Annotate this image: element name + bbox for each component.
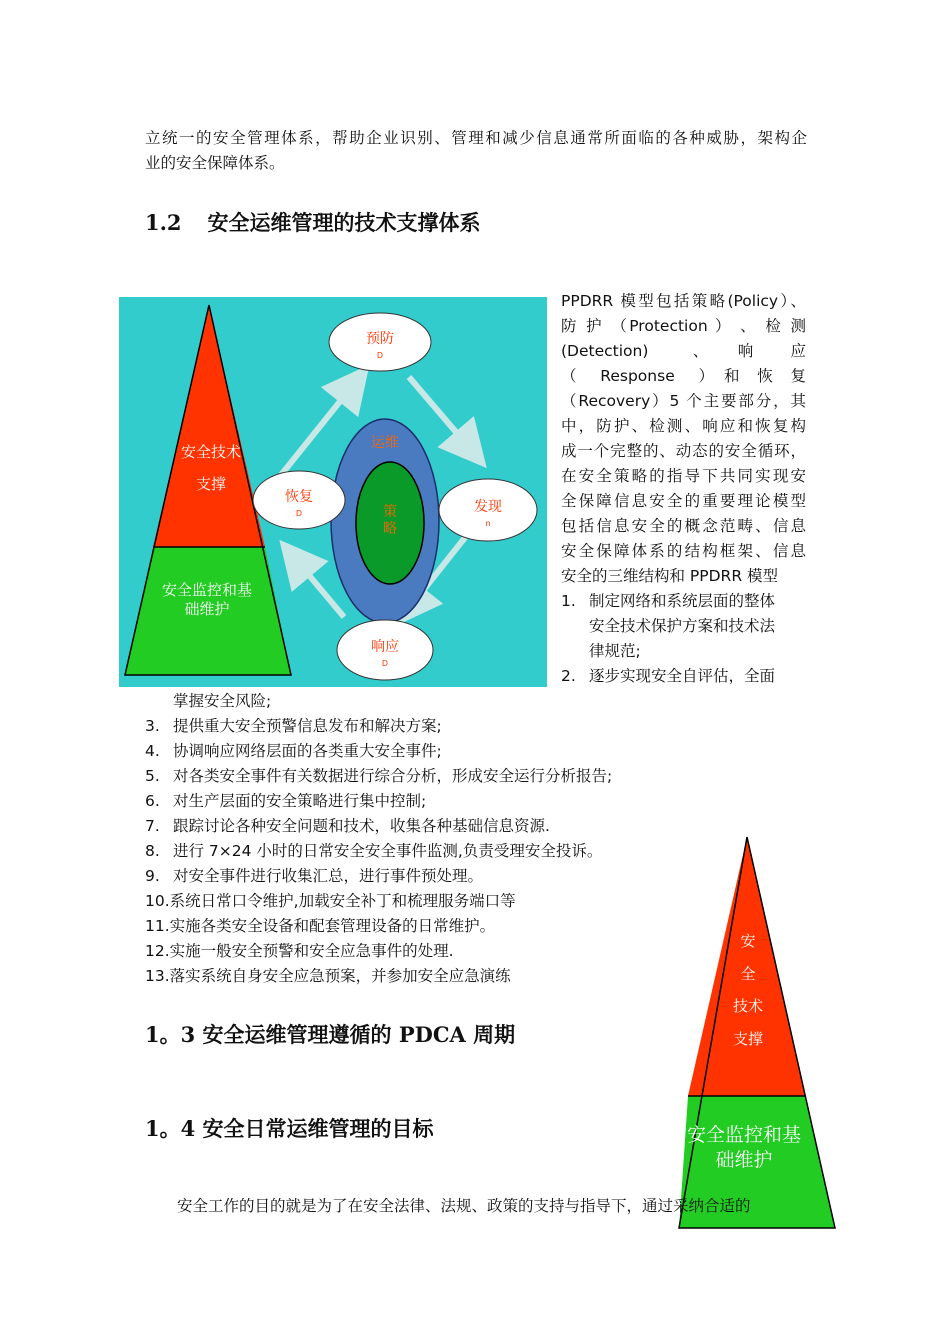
list-text: 逐步实现安全自评估，全面 [589,667,776,685]
list-item: 3. 提供重大安全预警信息发布和解决方案; [145,717,442,735]
ppdrr-line: 在安全策略的指导下共同实现安 [561,467,806,485]
ppdrr-line: 防 护 （Protection ） 、 检 测 [561,317,806,335]
list-item-1-cont: 安全技术保护方案和技术法 [589,617,776,635]
intro-line-2: 业的安全保障体系。 [145,154,285,172]
list-number: 2. [561,667,576,685]
pyramid2-bottom-label-1: 安全监控和基 [686,1124,802,1146]
section-1-3-heading: 1。3 安全运维管理遵循的 PDCA 周期 [145,1022,516,1047]
list-item-1-cont: 律规范; [589,642,641,660]
node-right-label: 发现 [474,499,502,515]
ppdrr-line: （Recovery）5 个主要部分，其 [561,392,806,410]
ppdrr-line: 安全的三维结构和 PPDRR 模型 [561,567,779,585]
pyramid-top-label-2: 支撑 [195,475,227,493]
list-item-2 [561,664,775,689]
list-item: 8. 进行 7×24 小时的日常安全安全事件监测,负责受理安全投诉。 [145,842,603,860]
node-bottom-sub: D [381,659,389,668]
list-text: 制定网络和系统层面的整体 [589,592,776,610]
center-inner-label-2: 略 [383,521,397,537]
pyramid-top-label-1: 安全技术 [180,443,242,461]
ppdrr-diagram [119,297,547,687]
list-item: 13.落实系统自身安全应急预案，并参加安全应急演练 [145,967,511,985]
section-title: 安全运维管理的技术支撑体系 [207,210,481,235]
center-inner-label-1: 策 [383,504,397,520]
list-item-1 [561,589,775,614]
pyramid-diagram-2 [674,832,840,1232]
ppdrr-description [561,289,806,589]
pyramid2-bottom-label-2: 础维护 [715,1149,773,1171]
ppdrr-line: PPDRR 模型包括策略(Policy）、 [561,292,806,310]
pyramid2-top-label-1: 安 [740,932,756,950]
list-item: 7. 跟踪讨论各种安全问题和技术，收集各种基础信息资源. [145,817,550,835]
node-bottom-label: 响应 [371,639,399,655]
ppdrr-line: 包括信息安全的概念范畴、信息 [561,517,806,535]
node-left-label: 恢复 [285,489,313,505]
node-right-sub: n [485,519,491,528]
list-number: 1. [561,592,576,610]
pyramid2-top-label-4: 支撑 [732,1030,764,1048]
section-number: 1.2 [145,210,182,235]
center-outer-label: 运维 [371,435,399,451]
pyramid2-top-label-2: 全 [740,965,756,983]
ppdrr-line: 全保障信息安全的重要理论模型 [561,492,806,510]
node-top-label: 预防 [366,331,394,347]
closing-paragraph: 安全工作的目的就是为了在安全法律、法规、政策的支持与指导下，通过采纳合适的 [177,1197,751,1215]
list-item: 10.系统日常口令维护,加载安全补丁和梳理服务端口等 [145,892,516,910]
node-left-sub: D [295,509,303,518]
ppdrr-line: (Detection) 、 响 应 [561,342,806,360]
list-item: 6. 对生产层面的安全策略进行集中控制; [145,792,427,810]
ppdrr-line: 中，防护、检测、响应和恢复构 [561,417,806,435]
list-item: 9. 对安全事件进行收集汇总，进行事件预处理。 [145,867,484,885]
pyramid-bottom-label-1: 安全监控和基 [161,581,253,599]
ppdrr-line: （ Response ） 和 恢 复 [561,367,806,385]
pyramid-bottom-label-2: 础维护 [184,600,230,618]
ppdrr-line: 成一个完整的、动态的安全循环， [561,442,806,460]
section-1-4-heading: 1。4 安全日常运维管理的目标 [145,1116,434,1141]
ppdrr-line: 安全保障体系的结构框架、信息 [561,542,806,560]
list-item: 11.实施各类安全设备和配套管理设备的日常维护。 [145,917,496,935]
section-1-2-heading [145,207,481,237]
pyramid2-top-label-3: 技术 [732,997,764,1015]
list-item: 12.实施一般安全预警和安全应急事件的处理. [145,942,454,960]
node-top-sub: D [376,351,384,360]
intro-line-1: 立统一的安全管理体系，帮助企业识别、管理和减少信息通常所面临的各种威胁，架构企 [145,129,807,147]
list-item-2-cont: 掌握安全风险; [173,692,272,710]
list-item: 5. 对各类安全事件有关数据进行综合分析，形成安全运行分析报告; [145,767,613,785]
list-item: 4. 协调响应网络层面的各类重大安全事件; [145,742,442,760]
